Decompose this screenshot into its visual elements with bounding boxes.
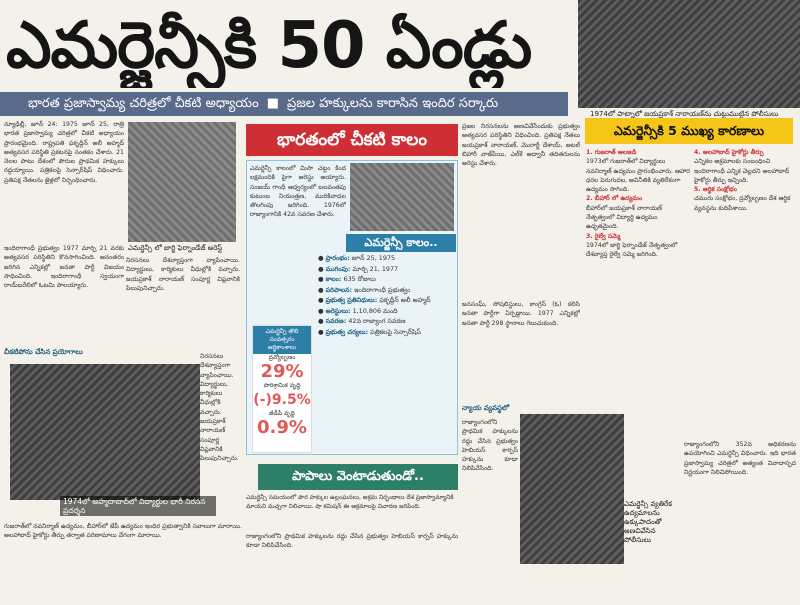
photo-george-fernandes-arrest [128, 122, 236, 242]
left-side-text: నిరసనలు దేశవ్యాప్తంగా వ్యాపించాయి. విద్యార్థులు, కార్మికులు వీధుల్లోకి వచ్చారు. జయప్రకాశ్ నారాయణ్ సంపూర్ణ విప్లవానికి పిలుపునిచ్చారు. [200, 353, 239, 463]
reason-text: 1973లో గుజరాత్‌లో విద్యార్థులు నవనిర్మాణ్ ఉద్యమం ప్రారంభించారు. ఆహార ధరల పెరుగుదల, అవినీతికి వ్యతిరేకంగా ఉద్యమం సాగింది. [586, 158, 690, 194]
top-photo-caption: 1974లో పాట్నాలో జయప్రకాశ్ నారాయణ్‌ను చుట్టుముట్టిన పోలీసులు [590, 110, 779, 118]
left-intro-text: న్యూఢిల్లీ, జూన్ 24: 1975 జూన్ 25, రాత్రి భారత ప్రజాస్వామ్య చరిత్రలో చీకటి అధ్యాయం ప్రారంభమైంది. రాష్ట్రపతి ఫకృద్దీన్ అలీ అహ్మద్ అత్యవసర పరిస్థితి ప్రకటనపై సంతకం చేశారు. 21 నెలల పాటు దేశంలో పౌరుల ప్రాథమిక హక్కులు రద్దయ్యాయి. పత్రికలపై సెన్సార్‌షిప్ విధించారు. ప్రతిపక్ష నేతలను జైళ్లలో నిర్బంధించారు. [4, 121, 124, 184]
stat-industrial-value: (-)9.5% [253, 392, 311, 408]
emergency-period-heading: ఎమర్జెన్సీ కాలం.. [346, 234, 456, 252]
left-bottom-text: గుజరాత్‌లో నవనిర్మాణ్ ఉద్యమం, బీహార్‌లో జేపీ ఉద్యమం ఇందిర ప్రభుత్వానికి సవాలుగా మారాయి. అలహాబాద్ హైకోర్టు తీర్పు తర్వాత పరిణామాలు వేగంగా మారాయి. [4, 523, 242, 540]
reason-text: బీహార్‌లో జయప్రకాశ్ నారాయణ్ నేతృత్వంలో విద్యార్థి ఉద్యమం ఉధృతమైంది. [586, 204, 663, 231]
right-bottom-text: రాజ్యాంగంలోని 352వ అధికరణను ఉపయోగించి ఎమర్జెన్సీ విధించారు. ఇది భారత ప్రజాస్వామ్య చరిత్రలో అత్యంత వివాదాస్పద నిర్ణయంగా నిలిచిపోయింది. [684, 441, 796, 476]
timeline-item: ● కాలం: 635 రోజులు [318, 275, 376, 283]
stat-gdp-value: 0.9% [257, 417, 307, 438]
judiciary-section-label: న్యాయ వ్యవస్థలో [462, 404, 510, 412]
timeline-item: ● ముగింపు: మార్చి 21, 1977 [318, 264, 399, 273]
right-center-text-2: జనసంఘ్, సోషలిస్టులు, కాంగ్రెస్ (ఓ) కలిసి జనతా పార్టీగా ఏర్పడ్డాయి. 1977 ఎన్నికల్లో జనతా పార్టీ 298 స్థానాలు గెలుచుకుంది. [462, 301, 580, 327]
reason-title: 1. గుజరాత్ అలజడి [586, 149, 637, 156]
left-middle-text-2: నిరసనలు దేశవ్యాప్తంగా వ్యాపించాయి. విద్యార్థులు, కార్మికులు వీధుల్లోకి వచ్చారు. జయప్రకాశ్ నారాయణ్ సంపూర్ణ విప్లవానికి పిలుపునిచ్చారు. [126, 257, 240, 292]
subheadline-left: భారత ప్రజాస్వామ్య చరిత్రలో చీకటి అధ్యాయం [28, 96, 259, 111]
reason-text: చమురు సంక్షోభం, ద్రవ్యోల్బణం దేశ ఆర్థిక వ్యవస్థను కుదిపేశాయి. [694, 195, 791, 212]
section-heading-dark-era: భారతంలో చీకటి కాలం [246, 124, 458, 156]
reason-title: 2. బీహార్ లో ఉద్యమం [586, 195, 643, 203]
photo1-caption: ఎమర్జెన్సీ లో జార్జి ఫెర్నాండేజ్ అరెస్ట్ [128, 244, 223, 252]
timeline-item: ● ప్రభుత్వ చర్యలు: పత్రికలపై సెన్సార్‌షిప్ [318, 327, 421, 336]
emergency-timeline-list [318, 254, 456, 454]
photo2-caption: 1974లో అహ్మదాబాద్‌లో విద్యార్థుల భారీ నిరసన ప్రదర్శన [60, 496, 216, 516]
bullet-separator-icon: ■ [266, 96, 279, 111]
left-section-label: చీకటిపోను చేసిన ప్రయోగాలు [4, 348, 83, 356]
photo-indira-sanjay [350, 163, 454, 231]
section-heading-sins: పాపాలు వెంటాడుతుండో.. [258, 464, 458, 490]
timeline-item: ● ప్రభుత్వ ప్రతినిధులు: ఫకృద్దీన్ అలీ అహ్మద్ [318, 296, 431, 304]
stat-inflation-label: ద్రవ్యోల్బణం [268, 354, 296, 361]
reason-title: 4. అలహాబాద్ హైకోర్టు తీర్పు [694, 149, 764, 156]
photo-police-crackdown [520, 414, 624, 564]
left-middle-text: ఇందిరాగాంధీ ప్రభుత్వం 1977 మార్చి 21 వరకు అత్యవసర పరిస్థితిని కొనసాగించింది. అనంతరం జరిగిన ఎన్నికల్లో జనతా పార్టీ విజయం సాధించింది. ఇందిరాగాంధీ స్వయంగా రాయ్‌బరేలిలో ఓటమి పాలయ్యారు. [4, 245, 124, 290]
reason-text: 1974లో జార్జి ఫెర్నాండేజ్ నేతృత్వంలో దేశవ్యాప్త రైల్వే సమ్మె జరిగింది. [586, 241, 678, 259]
reason-text: ఎన్నికల అక్రమాలకు సంబంధించి ఇందిరాగాంధీ ఎన్నిక చెల్లదని అలహాబాద్ హైకోర్టు తీర్పు ఇచ్చింది. [694, 158, 790, 184]
stats-title: ఎమర్జెన్సీ తొలి సంవత్సరం ఆర్థికాంశాలు [253, 326, 311, 354]
subheadline-right: ప్రజల హక్కులను కారాసిన ఇందిర సర్కారు [287, 96, 499, 111]
timeline-item: ● ప్రారంభం: జూన్ 25, 1975 [318, 254, 396, 262]
top-photo-police-jp [578, 0, 800, 108]
reasons-column-1 [586, 148, 690, 418]
right-center-text-1: ప్రజల నిరసనలను అణచివేసేందుకు ప్రభుత్వం అత్యవసర పరిస్థితిని విధించింది. ప్రతిపక్ష నేతలు జయప్రకాశ్ నారాయణ్, మొరార్జీ దేశాయ్, అటల్ బిహారీ వాజ్‌పేయి, ఎల్‌కే అద్వానీ తదితరులను అరెస్టు చేశారు. [462, 123, 580, 168]
section-heading-five-reasons: ఎమర్జెన్సీకి 5 ముఖ్య కారణాలు [585, 118, 793, 144]
crackdown-photo-caption: ఎమర్జెన్సీ వ్యతిరేక ఉద్యమాలను ఉక్కుపాదంతో అణచివేసిన పోలీసులు [624, 500, 672, 544]
headline: ఎమర్జెన్సీకి 50 ఏండ్లు [6, 9, 532, 83]
right-center-text-3: రాజ్యాంగంలోని ప్రాథమిక హక్కులను రద్దు చేసిన ప్రభుత్వం హెబియస్ కార్పస్ హక్కును కూడా నిలిపివేసింది. [462, 419, 518, 473]
economic-stats-box [252, 325, 312, 453]
stat-inflation-value: 29% [260, 361, 304, 382]
stat-gdp-label: జీడీపీ వృద్ధి [269, 410, 295, 417]
reason-title: 5. ఆర్థిక సంక్షోభం [694, 186, 737, 194]
sins-text: ఎమర్జెన్సీ సమయంలో పౌర హక్కుల ఉల్లంఘనలు, అక్రమ నిర్బంధాలు దేశ ప్రజాస్వామ్యానికి మాయని మచ్చగా నిలిచాయి. షా కమిషన్ ఈ అక్రమాలపై విచారణ జరిపింది. [246, 494, 454, 510]
dark-era-box-text: ఎమర్జెన్సీ కాలంలో మిసా చట్టం కింద లక్షమందికి పైగా అరెస్టు అయ్యారు. సంజయ్ గాంధీ ఆధ్వర్యంలో బలవంతపు కుటుంబ నియంత్రణ, మురికివాడల తొలగింపు జరిగింది. 1976లో రాజ్యాంగానికి 42వ సవరణ చేశారు. [250, 165, 346, 219]
reason-title: 3. రైల్వే సమ్మె [586, 232, 621, 240]
subheadline-bar [0, 92, 568, 116]
timeline-item: ● పరిపాలన: ఇందిరాగాంధీ ప్రభుత్వం [318, 285, 411, 294]
stat-industrial-label: పారిశ్రామిక వృద్ధి [263, 382, 301, 389]
timeline-item: ● సవరణ: 42వ రాజ్యాంగ సవరణ [318, 317, 406, 325]
photo-ahmedabad-protest [10, 364, 200, 500]
center-bottom-text: రాజ్యాంగంలోని ప్రాథమిక హక్కులను రద్దు చేసిన ప్రభుత్వం హెబియస్ కార్పస్ హక్కును కూడా నిలిపివేసింది. [246, 533, 458, 550]
reasons-column-2 [694, 148, 796, 418]
timeline-item: ● అరెస్టులు: 1,10,806 మంది [318, 306, 398, 315]
